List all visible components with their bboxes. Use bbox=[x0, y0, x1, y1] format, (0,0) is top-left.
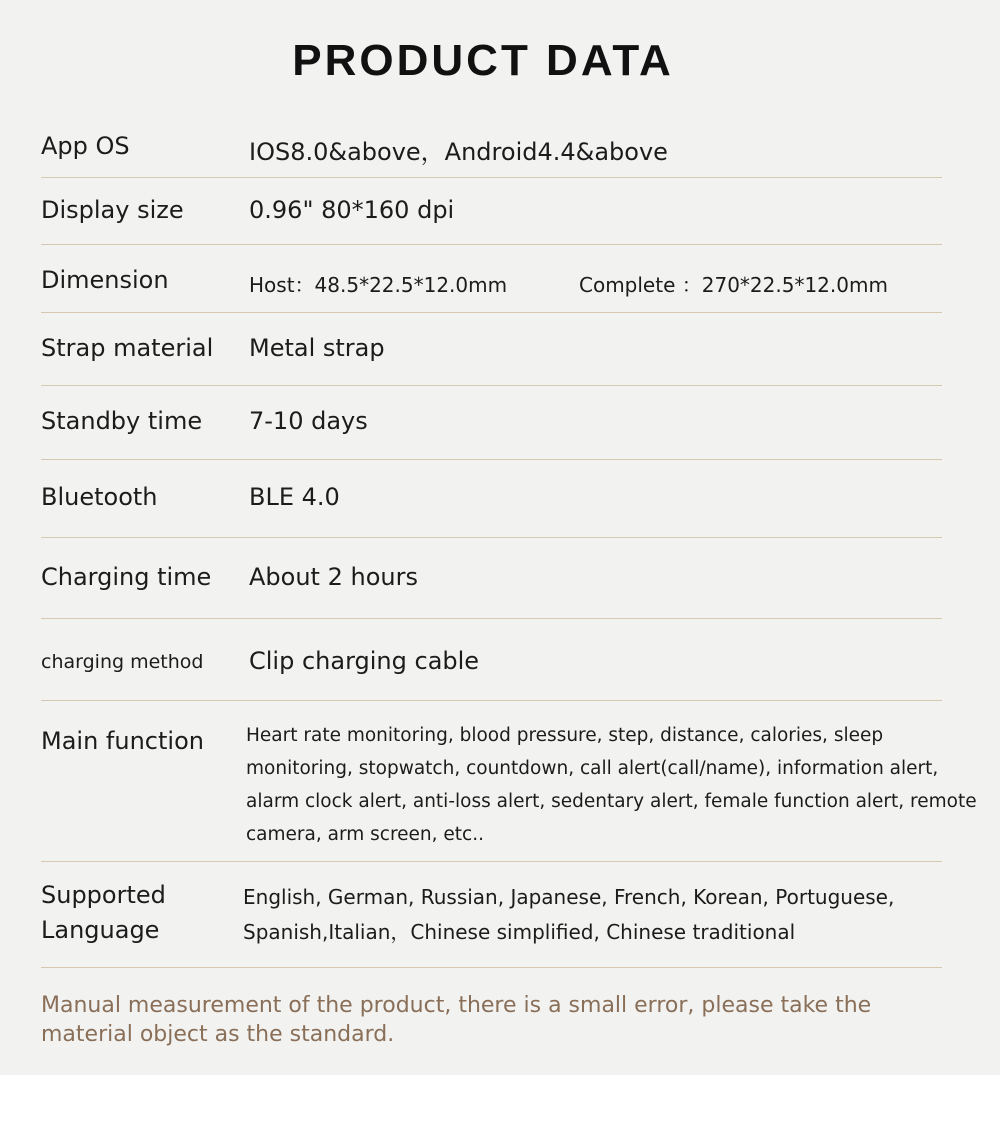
dimension-label: Dimension bbox=[41, 266, 169, 294]
divider bbox=[41, 459, 942, 460]
dimension-host-value: Host：48.5*22.5*12.0mm bbox=[249, 273, 508, 297]
divider bbox=[41, 618, 942, 619]
app-os-value: IOS8.0&above，Android4.4&above bbox=[249, 138, 668, 166]
bluetooth-label: Bluetooth bbox=[41, 483, 158, 511]
charging-method-label: charging method bbox=[41, 651, 204, 673]
divider bbox=[41, 385, 942, 386]
charging-time-value: About 2 hours bbox=[249, 563, 418, 591]
divider bbox=[41, 967, 942, 968]
main-function-value: Heart rate monitoring, blood pressure, step, distance, calories, sleep monitoring, stopwatch, countdown, call alert(call/name), information alert, alarm clock alert, anti-loss alert, sedentary alert, female function alert, remote camera, arm screen, etc.. bbox=[246, 725, 977, 845]
supported-language-label bbox=[41, 878, 166, 948]
page-title: PRODUCT DATA bbox=[292, 36, 674, 85]
divider bbox=[41, 861, 942, 862]
strap-material-label: Strap material bbox=[41, 334, 214, 362]
main-function-label: Main function bbox=[41, 727, 204, 755]
divider bbox=[41, 177, 942, 178]
charging-method-value: Clip charging cable bbox=[249, 647, 480, 675]
supported-language-label-line1: Supported bbox=[41, 881, 166, 909]
display-size-label: Display size bbox=[41, 196, 184, 224]
divider bbox=[41, 244, 942, 245]
strap-material-value: Metal strap bbox=[249, 334, 385, 362]
standby-time-value: 7-10 days bbox=[249, 407, 368, 435]
app-os-label: App OS bbox=[41, 132, 130, 160]
display-size-value: 0.96" 80*160 dpi bbox=[249, 196, 455, 224]
standby-time-label: Standby time bbox=[41, 407, 203, 435]
dimension-complete-value: Complete ：270*22.5*12.0mm bbox=[579, 273, 888, 297]
divider bbox=[41, 700, 942, 701]
supported-language-value: English, German, Russian, Japanese, French, Korean, Portuguese, Spanish,Italian，Chinese simplified, Chinese traditional bbox=[243, 885, 895, 944]
divider bbox=[41, 312, 942, 313]
charging-time-label: Charging time bbox=[41, 563, 212, 591]
bluetooth-value: BLE 4.0 bbox=[249, 483, 340, 511]
measurement-note: Manual measurement of the product, there is a small error, please take the material object as the standard. bbox=[41, 993, 872, 1047]
divider bbox=[41, 537, 942, 538]
supported-language-label-line2: Language bbox=[41, 916, 160, 944]
